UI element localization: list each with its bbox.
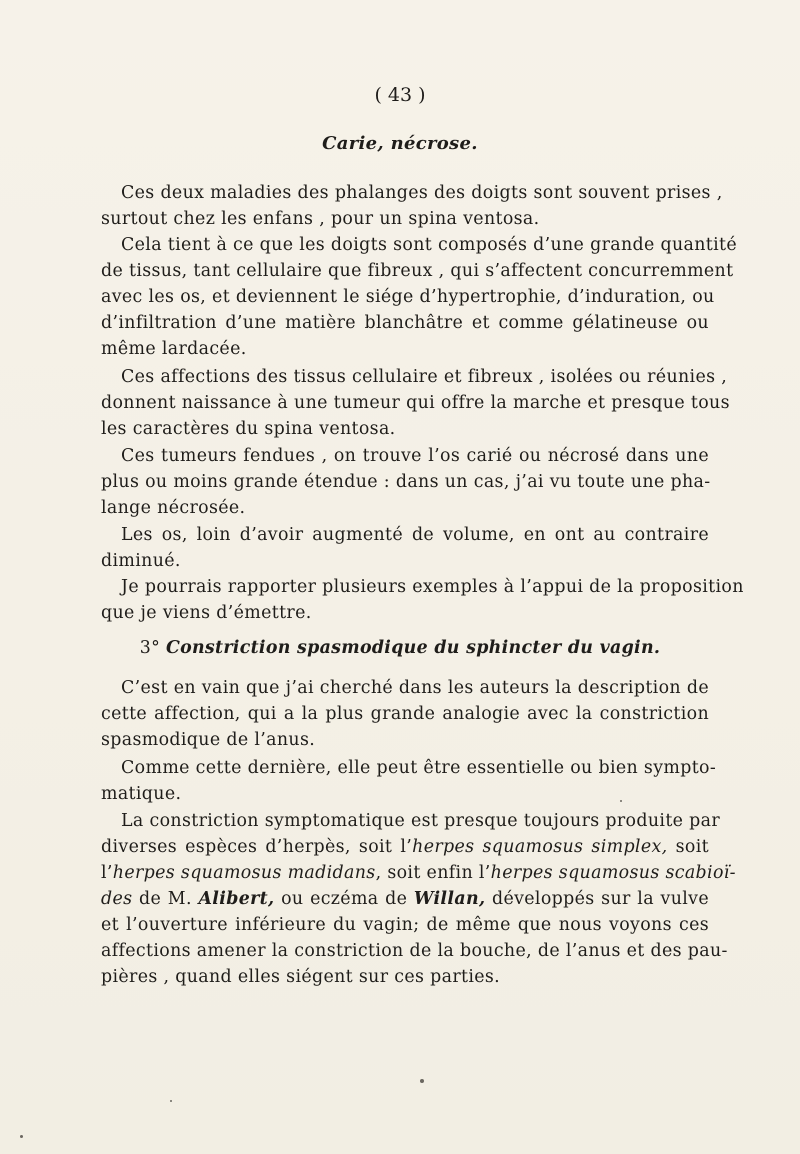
author-name: Willan,	[413, 889, 486, 909]
text-line: cette affection, qui a la plus grande analogie avec la constriction	[101, 704, 709, 724]
text-span: diverses espèces d’herpès, soit l’	[101, 837, 413, 857]
text-line: Comme cette dernière, elle peut être essentielle ou bien sympto-	[121, 758, 717, 778]
text-line: Cela tient à ce que les doigts sont composés d’une grande quantité	[121, 235, 738, 255]
text-line: même lardacée.	[101, 339, 247, 359]
text-line: Ces tumeurs fendues , on trouve l’os carié ou nécrosé dans une	[121, 446, 709, 466]
latin-term: des	[101, 889, 133, 909]
text-line: La constriction symptomatique est presque toujours produite par	[121, 811, 721, 831]
text-line: donnent naissance à une tumeur qui offre la marche et presque tous	[101, 393, 730, 413]
text-line	[101, 834, 709, 860]
subsection-number: 3°	[139, 638, 161, 658]
text-line: Je pourrais rapporter plusieurs exemples à l’appui de la proposition	[121, 577, 744, 597]
text-line: de tissus, tant cellulaire que fibreux , qui s’affectent concurremment	[101, 261, 734, 281]
text-line: matique.	[101, 784, 182, 804]
text-line: avec les os, et deviennent le siége d’hypertrophie, d’induration, ou	[101, 287, 715, 307]
text-line	[101, 860, 736, 886]
text-span: , soit enfin l’	[375, 863, 491, 883]
text-line: affections amener la constriction de la bouche, de l’anus et des pau-	[101, 941, 728, 961]
section-heading: Carie, nécrose.	[322, 133, 478, 154]
text-line: diminué.	[101, 551, 181, 571]
subsection-heading	[0, 638, 800, 658]
text-line: spasmodique de l’anus.	[101, 730, 316, 750]
text-line: pières , quand elles siégent sur ces parties.	[101, 967, 501, 987]
text-span: de M.	[132, 889, 199, 909]
text-span: soit	[667, 837, 709, 857]
subsection-title: Constriction spasmodique du sphincter du vagin.	[165, 638, 661, 658]
text-span: développés sur la vulve	[485, 889, 709, 909]
text-span: ou eczéma de	[274, 889, 414, 909]
author-name: Alibert,	[198, 889, 275, 909]
text-line: que je viens d’émettre.	[101, 603, 312, 623]
text-line: les caractères du spina ventosa.	[101, 419, 396, 439]
text-line: d’infiltration d’une matière blanchâtre et comme gélatineuse ou	[101, 313, 709, 333]
latin-term: herpes squamosus scabioï-	[490, 863, 736, 883]
paper-speck	[20, 1135, 23, 1138]
text-line: Les os, loin d’avoir augmenté de volume, en ont au contraire	[121, 525, 709, 545]
latin-term: herpes squamosus madidans	[112, 863, 376, 883]
text-line: plus ou moins grande étendue : dans un cas, j’ai vu toute une pha-	[101, 472, 711, 492]
text-line: lange nécrosée.	[101, 498, 246, 518]
paper-speck	[620, 800, 622, 802]
text-line: Ces affections des tissus cellulaire et fibreux , isolées ou réunies ,	[121, 367, 728, 387]
paper-speck	[420, 1079, 424, 1083]
text-span: l’	[101, 863, 113, 883]
page-number: ( 43 )	[374, 84, 426, 106]
paper-speck	[170, 1100, 172, 1102]
text-line	[101, 886, 709, 912]
text-line: Ces deux maladies des phalanges des doigts sont souvent prises ,	[121, 183, 723, 203]
text-line: C’est en vain que j’ai cherché dans les auteurs la description de	[121, 678, 709, 698]
latin-term: herpes squamosus simplex,	[412, 837, 668, 857]
text-line: surtout chez les enfans , pour un spina ventosa.	[101, 209, 540, 229]
text-line: et l’ouverture inférieure du vagin; de même que nous voyons ces	[101, 915, 709, 935]
